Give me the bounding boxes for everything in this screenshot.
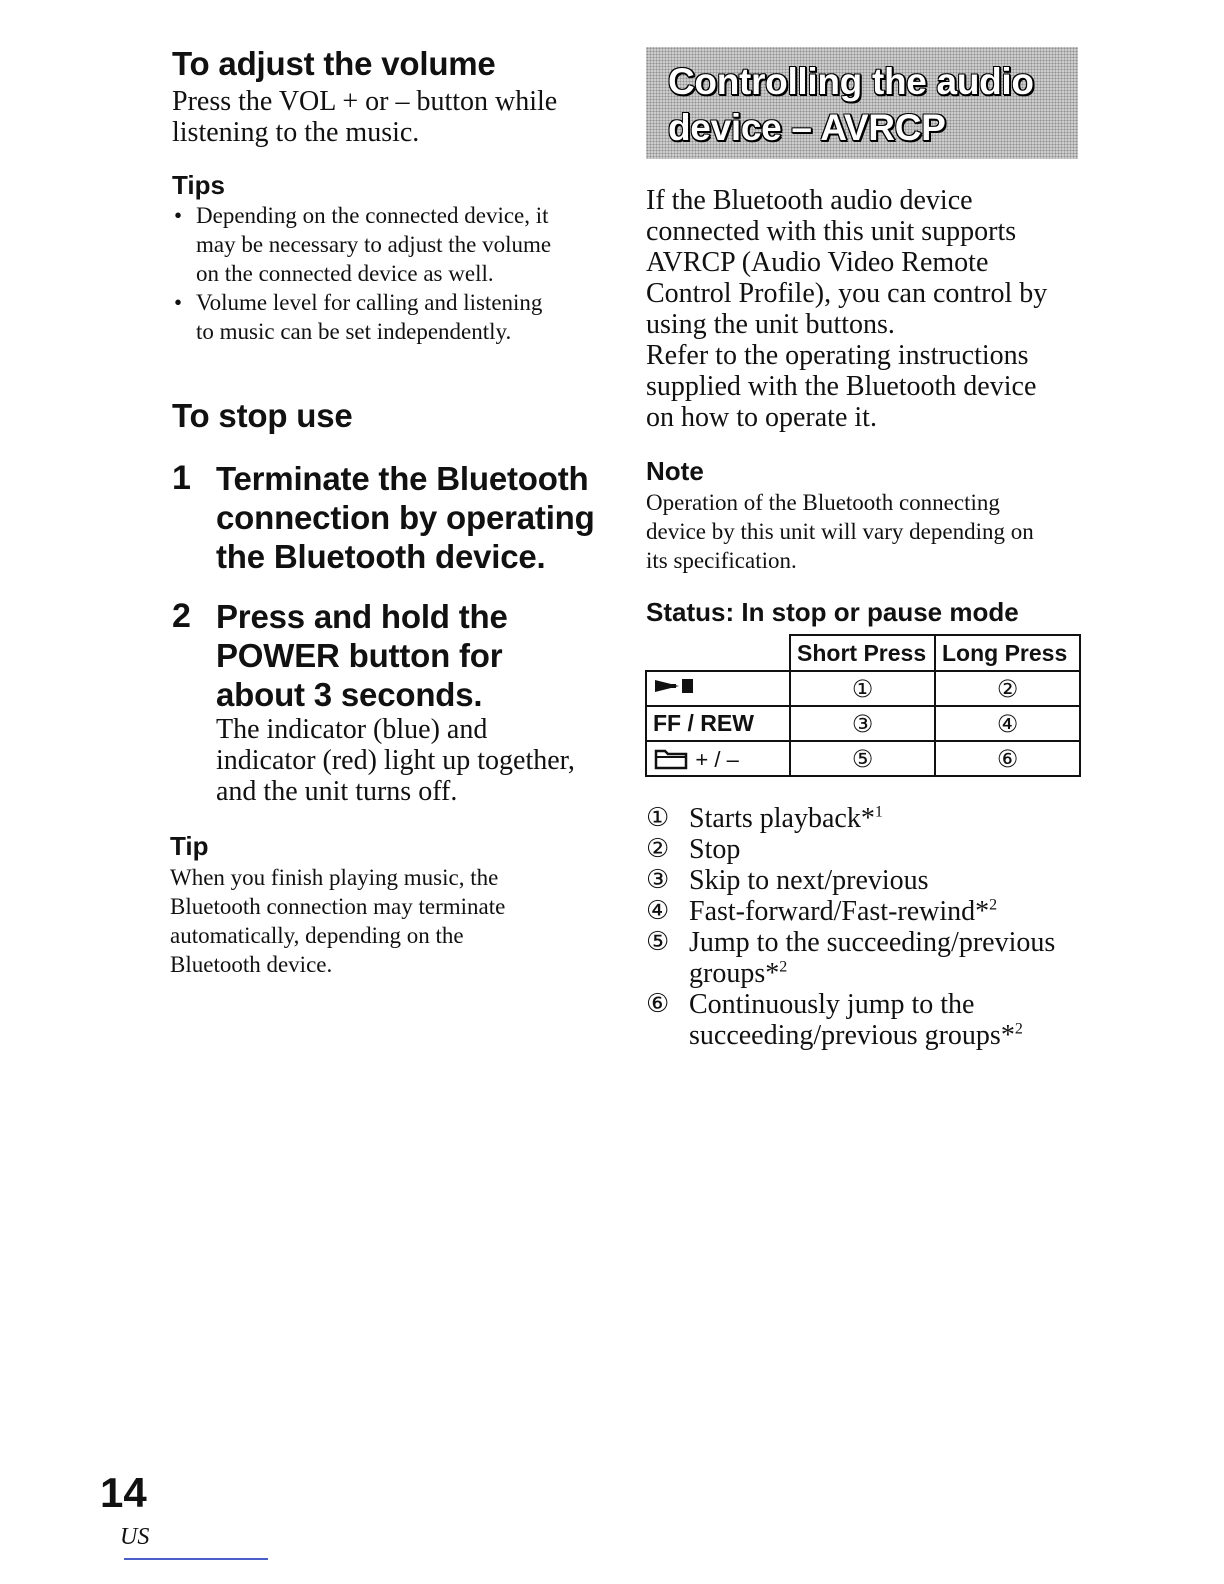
text-line: The indicator (blue) and xyxy=(216,714,488,745)
step-number: 2 xyxy=(172,597,191,635)
footnote-ref: 2 xyxy=(989,896,998,914)
legend-number: ① xyxy=(646,803,670,833)
text-line: connection by operating xyxy=(216,499,595,536)
text-line: on how to operate it. xyxy=(646,402,877,433)
text-line: device – AVRCP xyxy=(668,107,946,148)
tips-list xyxy=(172,201,612,346)
text-line: When you finish playing music, the xyxy=(170,865,499,890)
footnote-ref: 2 xyxy=(779,958,788,976)
table-cell: ① xyxy=(790,671,935,706)
text-line: its specification. xyxy=(646,548,797,573)
table-row xyxy=(646,741,1080,776)
tip-text xyxy=(170,863,610,979)
step-instruction xyxy=(216,459,612,576)
text-line: Operation of the Bluetooth connecting xyxy=(646,490,1000,515)
legend-number: ② xyxy=(646,834,670,864)
text-line: Control Profile), you can control by xyxy=(646,278,1048,309)
legend-text: Stop xyxy=(689,834,741,865)
text-line: connected with this unit supports xyxy=(646,216,1017,247)
text-line: about 3 seconds. xyxy=(216,676,483,713)
table-row xyxy=(646,706,1080,741)
text-line: If the Bluetooth audio device xyxy=(646,185,973,216)
legend-number: ③ xyxy=(646,865,670,895)
step-number: 1 xyxy=(172,459,191,497)
tip-heading: Tip xyxy=(170,831,209,861)
list-item xyxy=(646,989,1096,1051)
step-description xyxy=(216,714,612,807)
note-text xyxy=(646,488,1096,575)
note-heading: Note xyxy=(646,456,704,486)
list-item xyxy=(646,834,1096,865)
footnote-ref: 1 xyxy=(874,803,883,821)
legend-text: Skip to next/previous xyxy=(689,865,929,896)
banner-title xyxy=(668,59,1034,151)
list-item xyxy=(172,201,612,288)
section-banner xyxy=(646,47,1078,159)
table-cell: ② xyxy=(935,671,1080,706)
footer-rule xyxy=(124,1558,268,1560)
text-line: Controlling the audio xyxy=(668,61,1034,102)
legend-text: Starts playback* xyxy=(689,803,875,834)
text-line: Press and hold the xyxy=(216,598,508,635)
list-item xyxy=(646,896,1096,927)
avrcp-intro xyxy=(646,185,1096,433)
text-line: to music can be set independently. xyxy=(196,319,512,344)
step-instruction xyxy=(216,597,612,714)
legend-text: Fast-forward/Fast-rewind* xyxy=(689,896,990,927)
legend-text: Jump to the succeeding/previous groups* xyxy=(689,927,1056,989)
table-cell: ④ xyxy=(935,706,1080,741)
text-line: the Bluetooth device. xyxy=(216,538,546,575)
text-line: supplied with the Bluetooth device xyxy=(646,371,1037,402)
text-line: automatically, depending on the xyxy=(170,923,464,948)
page-number: 14 xyxy=(100,1469,147,1516)
step-2 xyxy=(172,597,612,807)
text-line: Terminate the Bluetooth xyxy=(216,460,589,497)
text-line: using the unit buttons. xyxy=(646,309,895,340)
folder-icon xyxy=(653,747,689,771)
text-line: AVRCP (Audio Video Remote xyxy=(646,247,989,278)
text-line: and the unit turns off. xyxy=(216,776,458,807)
section-heading-volume: To adjust the volume xyxy=(172,45,496,82)
group-label: + / – xyxy=(695,746,739,772)
text-line: Bluetooth connection may terminate xyxy=(170,894,506,919)
row-label-group xyxy=(646,741,790,776)
table-corner xyxy=(646,635,790,671)
status-table xyxy=(645,634,1081,777)
legend-number: ④ xyxy=(646,896,670,926)
text-line: on the connected device as well. xyxy=(196,261,494,286)
page-language: US xyxy=(120,1524,150,1550)
table-cell: ③ xyxy=(790,706,935,741)
table-cell: ⑥ xyxy=(935,741,1080,776)
volume-instructions xyxy=(172,86,612,148)
column-header: Long Press xyxy=(935,635,1080,671)
text-line: indicator (red) light up together, xyxy=(216,745,575,776)
text-line: device by this unit will vary depending on xyxy=(646,519,1034,544)
section-heading-stop: To stop use xyxy=(172,397,353,434)
text-line: • Volume level for calling and listening xyxy=(196,290,543,315)
legend-number: ⑥ xyxy=(646,989,670,1019)
table-row xyxy=(646,671,1080,706)
list-item xyxy=(172,288,612,346)
text-line: POWER button for xyxy=(216,637,503,674)
footnote-ref: 2 xyxy=(1014,1020,1023,1038)
list-item xyxy=(646,927,1096,989)
legend-number: ⑤ xyxy=(646,927,670,957)
table-cell: ⑤ xyxy=(790,741,935,776)
row-label-play-stop xyxy=(646,671,790,706)
text-line: Press the VOL + or – button while xyxy=(172,86,558,117)
row-label: FF / REW xyxy=(646,706,790,741)
column-header: Short Press xyxy=(790,635,935,671)
table-header-row xyxy=(646,635,1080,671)
legend-text: Continuously jump to the succeeding/previous groups* xyxy=(689,989,1015,1051)
text-line: • Depending on the connected device, it xyxy=(196,203,549,228)
list-item xyxy=(646,865,1096,896)
button-function-legend xyxy=(646,803,1096,1051)
text-line: listening to the music. xyxy=(172,117,420,148)
step-1 xyxy=(172,459,612,576)
status-heading: Status: In stop or pause mode xyxy=(646,597,1019,627)
tips-heading: Tips xyxy=(172,170,225,200)
text-line: Refer to the operating instructions xyxy=(646,340,1029,371)
text-line: may be necessary to adjust the volume xyxy=(196,232,552,257)
list-item xyxy=(646,803,1096,834)
text-line: Bluetooth device. xyxy=(170,952,333,977)
play-stop-icon xyxy=(653,675,709,697)
